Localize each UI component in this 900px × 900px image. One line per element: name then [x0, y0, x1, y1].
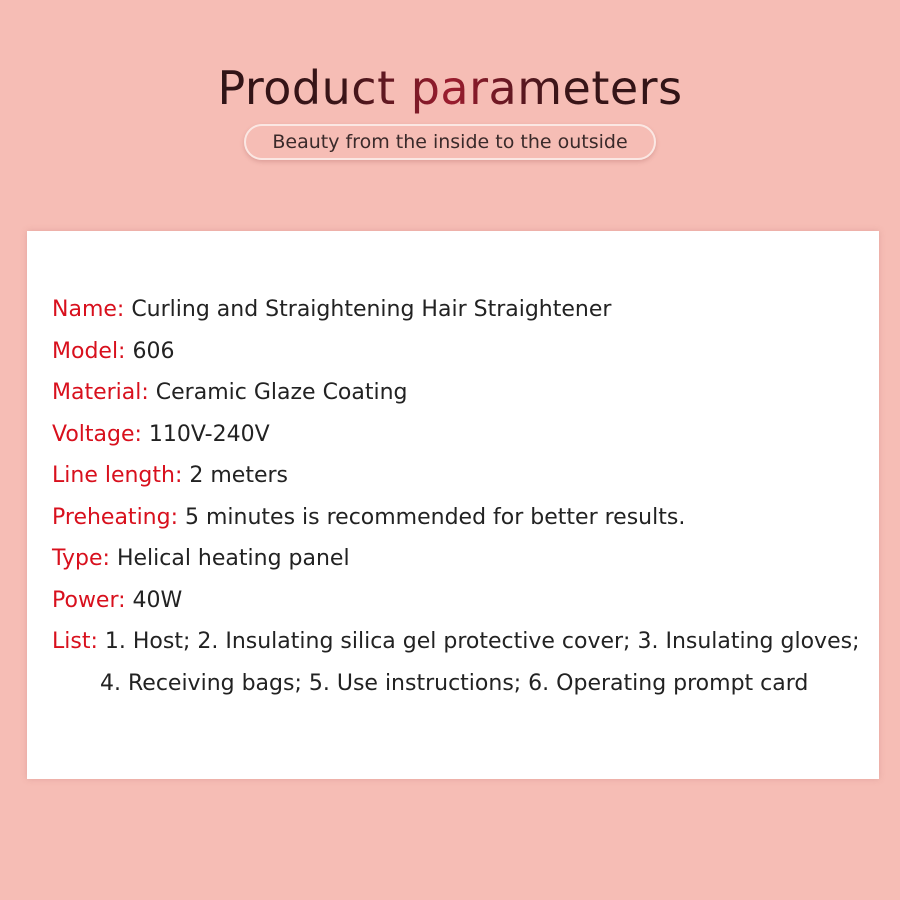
spec-value: 5 minutes is recommended for better results.: [178, 504, 686, 530]
spec-value: 2 meters: [182, 463, 289, 488]
spec-value: 110V-240V: [141, 421, 270, 447]
spec-value: 40W: [125, 587, 183, 613]
page-title: Product parameters: [0, 58, 900, 118]
spec-value: Curling and Straightening Hair Straightener: [124, 297, 612, 322]
spec-value: Helical heating panel: [109, 546, 350, 571]
spec-value: 606: [125, 338, 175, 364]
spec-value: 1. Host; 2. Insulating silica gel protective cover; 3. Insulating gloves;: [97, 629, 860, 654]
spec-row-line-length: [52, 455, 872, 497]
specs-card: [27, 231, 879, 779]
spec-row-material: [52, 372, 872, 414]
spec-value: Ceramic Glaze Coating: [148, 380, 408, 405]
spec-label: Name:: [52, 297, 125, 322]
spec-label: Power:: [52, 587, 126, 613]
spec-label: List:: [52, 629, 98, 654]
spec-row-model: [52, 331, 872, 373]
subtitle-text: Beauty from the inside to the outside: [272, 131, 628, 153]
spec-label: Model:: [52, 338, 126, 364]
spec-label: Type:: [52, 546, 110, 571]
spec-row-list-continuation: 4. Receiving bags; 5. Use instructions; 6. Operating prompt card: [100, 670, 809, 696]
spec-row-voltage: [52, 414, 872, 456]
spec-row-type: [52, 538, 872, 580]
spec-row-name: [52, 289, 872, 331]
subtitle-pill: [244, 124, 656, 160]
spec-row-list: [52, 621, 872, 663]
spec-label: Line length:: [52, 463, 183, 488]
spec-row-preheating: [52, 497, 872, 539]
spec-label: Voltage:: [52, 421, 142, 447]
spec-row-power: [52, 580, 872, 622]
spec-label: Preheating:: [52, 504, 178, 530]
spec-label: Material:: [52, 380, 149, 405]
specs-list: [52, 289, 872, 704]
